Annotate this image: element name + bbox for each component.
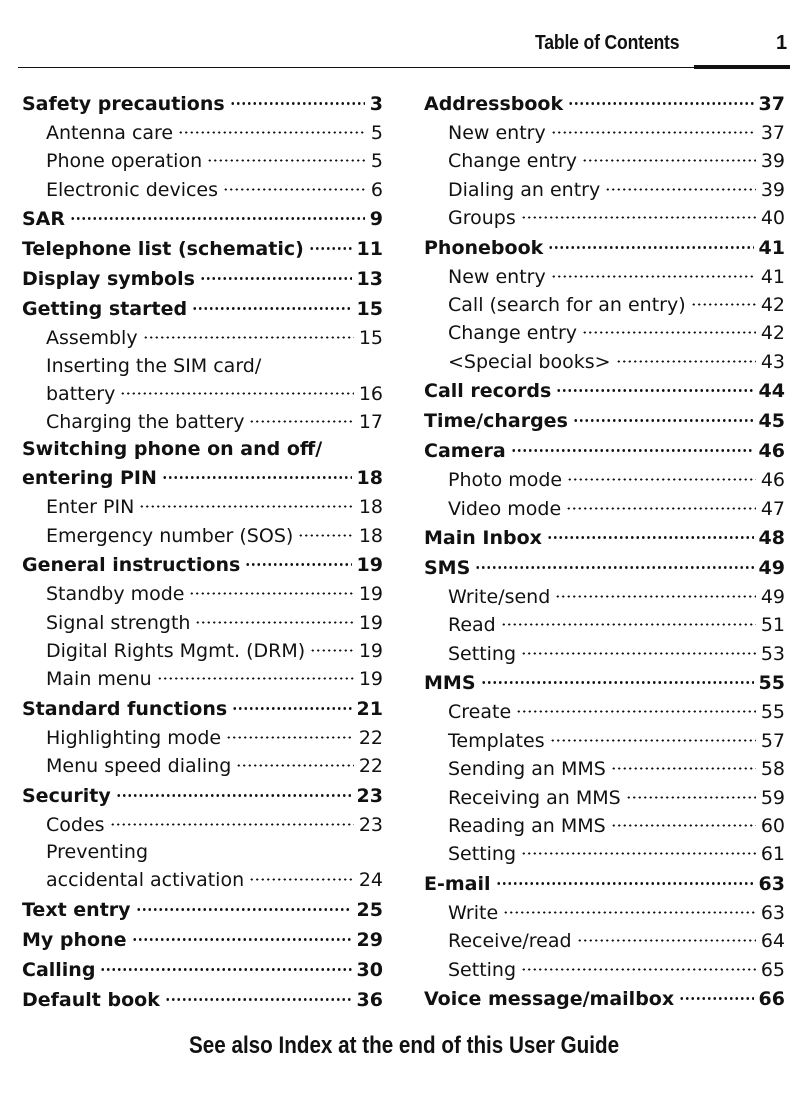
toc-chapter[interactable] [424,668,785,698]
toc-section[interactable] [22,724,383,752]
toc-entry-label: Time/charges [424,410,568,433]
toc-entry-label: Calling [22,958,96,981]
toc-entry-label: New entry [448,265,546,288]
toc-entry-label: Assembly [46,327,138,350]
dot-leader [143,324,354,344]
toc-page-number: 51 [760,614,785,637]
toc-entry-label: Reading an MMS [448,814,606,837]
toc-entry-prefix: Inserting the SIM card/ [46,354,262,377]
toc-entry-label: Setting [448,958,517,981]
toc-page-number: 17 [358,411,383,434]
dot-leader [582,147,756,167]
toc-section[interactable] [424,119,785,147]
toc-section[interactable] [424,583,785,611]
toc-chapter[interactable] [22,234,383,264]
toc-entry-label: SAR [22,208,66,231]
dot-leader [116,782,352,802]
toc-page-number: 55 [758,672,785,695]
toc-entry-label: Templates [448,729,545,752]
toc-page-number: 57 [760,729,785,752]
toc-page-number: 15 [358,327,383,350]
toc-page-number: 46 [758,440,785,463]
dot-leader [521,956,756,976]
dot-leader [310,637,354,657]
toc-page-number: 55 [760,701,785,724]
toc-entry-label: Standby mode [46,583,185,606]
toc-entry-label: Emergency number (SOS) [46,524,294,547]
toc-section[interactable] [22,176,383,204]
toc-chapter[interactable] [424,89,785,119]
dot-leader [139,493,354,513]
toc-page-number: 65 [760,958,785,981]
toc-entry-label: Safety precautions [22,93,225,115]
dot-leader [236,752,354,772]
toc-entry-label: New entry [448,122,546,144]
toc-section[interactable] [22,408,383,436]
toc-chapter[interactable] [22,985,383,1015]
toc-page-number: 41 [760,265,785,288]
toc-chapter[interactable] [22,781,383,811]
toc-entry-label: Phonebook [424,236,544,259]
toc-entry-label: Photo mode [448,469,563,492]
toc-page-number: 11 [356,238,383,261]
toc-page-number: 37 [760,122,785,144]
toc-section[interactable] [424,348,785,376]
dot-leader [567,466,756,486]
toc-entry-prefix: Switching phone on and off/ [22,438,323,461]
toc-chapter[interactable] [22,694,383,724]
dot-leader [611,812,756,832]
toc-page-number: 3 [369,93,383,115]
toc-entry-label: Codes [46,813,105,836]
toc-section[interactable] [22,147,383,175]
toc-entry-label: Getting started [22,298,188,321]
header-title: Table of Contents [535,32,680,54]
toc-page-number: 5 [370,122,383,144]
dot-leader [626,784,756,804]
toc-page-number: 22 [358,755,383,778]
toc-section[interactable] [424,176,785,204]
toc-entry-label: Addressbook [424,93,564,115]
dot-leader [611,755,756,775]
dot-leader [165,986,352,1006]
toc-section[interactable] [424,466,785,494]
toc-page-number: 64 [760,930,785,953]
toc-section[interactable] [424,755,785,783]
toc-page-number: 18 [356,467,383,490]
toc-page-number: 36 [356,988,383,1011]
dot-leader [223,176,366,196]
toc-left-column [22,89,383,1015]
toc-page-number: 24 [358,869,383,892]
dot-leader [162,464,352,484]
toc-entry-label: Main Inbox [424,527,542,550]
toc-page-number: 37 [758,93,785,115]
toc-section[interactable] [22,119,383,147]
toc-page-number: 29 [356,928,383,951]
dot-leader [577,927,756,947]
dot-leader [189,580,353,600]
dot-leader [249,408,353,428]
toc-page-number: 58 [760,758,785,781]
dot-leader [616,348,756,368]
dot-leader [551,119,756,139]
toc-page-number: 18 [358,524,383,547]
toc-chapter[interactable] [424,376,785,406]
toc-entry-label: Highlighting mode [46,726,222,749]
toc-section[interactable] [424,698,785,726]
dot-leader [496,870,754,890]
dot-leader [200,265,352,285]
toc-entry-prefix: Preventing [46,841,149,864]
toc-entry-label: Electronic devices [46,178,219,201]
toc-page-number: 63 [760,901,785,924]
toc-right-column [424,89,785,1014]
toc-entry-label: Video mode [448,497,562,520]
dot-leader [110,811,354,831]
toc-chapter[interactable] [22,204,383,234]
dot-leader [70,205,365,225]
toc-entry-label: Digital Rights Mgmt. (DRM) [46,640,306,663]
dot-leader [207,147,366,167]
toc-entry-label: Display symbols [22,268,195,291]
toc-page-number: 19 [358,611,383,634]
toc-page-number: 19 [358,640,383,663]
dot-leader [249,866,354,886]
toc-section[interactable] [424,204,785,232]
toc-page-number: 19 [356,554,383,577]
toc-entry-label: accidental activation [46,869,245,892]
toc-entry-label: <Special books> [448,350,611,373]
dot-leader [582,319,756,339]
toc-entry-label: Sending an MMS [448,758,606,781]
toc-entry-label: Write/send [448,586,551,609]
dot-leader [157,665,354,685]
toc-entry-label: battery [46,382,116,405]
dot-leader [679,985,753,1005]
toc-page-number: 22 [358,726,383,749]
toc-page-number: 53 [760,642,785,665]
toc-chapter[interactable] [22,925,383,955]
dot-leader [226,724,354,744]
toc-entry-label: Phone operation [46,150,203,173]
toc-entry-label: SMS [424,557,471,580]
toc-page-number: 25 [356,898,383,921]
dot-leader [475,554,753,574]
toc-section[interactable] [424,640,785,668]
toc-entry-label: Setting [448,843,517,866]
dot-leader [232,695,351,715]
dot-leader [511,437,754,457]
dot-leader [568,90,753,110]
toc-section[interactable] [424,784,785,812]
toc-entry-label: Charging the battery [46,411,245,434]
toc-entry-label: Call records [424,380,552,403]
dot-leader [516,698,756,718]
dot-leader [547,524,754,544]
toc-page-number: 61 [760,843,785,866]
toc-entry-label: Write [448,901,499,924]
toc-section[interactable] [22,609,383,637]
dot-leader [195,609,353,629]
dot-leader [521,204,756,224]
toc-section[interactable] [424,611,785,639]
toc-entry-label: Antenna care [46,122,174,144]
toc-page-number: 42 [760,294,785,317]
toc-entry-label: E-mail [424,872,491,895]
toc-page-number: 44 [758,380,785,403]
toc-chapter[interactable] [424,406,785,436]
toc-page-number: 16 [358,382,383,405]
toc-entry-label: Voice message/mailbox [424,987,675,1010]
toc-entry-label: Camera [424,440,506,463]
toc-entry-label: entering PIN [22,467,157,490]
toc-chapter[interactable] [22,294,383,324]
toc-entry-label: Text entry [22,898,131,921]
page-header [0,0,808,72]
toc-section[interactable] [22,324,383,352]
dot-leader [501,611,756,631]
footer-note [0,1032,808,1060]
toc-entry-label: Dialing an entry [448,178,601,201]
header-rule [18,67,790,68]
toc-entry-label: Security [22,784,111,807]
toc-section[interactable] [424,727,785,755]
toc-page-number: 39 [760,178,785,201]
header-rule-accent [694,65,790,69]
dot-leader [548,234,753,254]
toc-chapter[interactable] [424,984,785,1014]
toc-section[interactable] [424,319,785,347]
toc-section[interactable] [424,840,785,868]
dot-leader [309,235,352,255]
toc-section[interactable] [424,147,785,175]
toc-page-number: 63 [758,872,785,895]
toc-entry-label: Standard functions [22,697,228,720]
toc-section[interactable] [424,291,785,319]
dot-leader [691,291,756,311]
footer-note-text: See also Index at the end of this User Guide [188,1032,620,1059]
dot-leader [551,263,756,283]
toc-page-number: 43 [760,350,785,373]
dot-leader [230,90,365,110]
toc-page-number: 19 [358,668,383,691]
toc-chapter[interactable] [22,955,383,985]
toc-chapter[interactable] [424,436,785,466]
dot-leader [573,407,754,427]
toc-section[interactable] [424,927,785,955]
toc-page-number: 9 [369,208,383,231]
dot-leader [100,956,351,976]
toc-page-number: 47 [760,497,785,520]
dot-leader [132,926,352,946]
toc-entry-label: MMS [424,672,476,695]
toc-entry-label: Groups [448,207,516,230]
toc-page-number: 49 [760,586,785,609]
toc-section[interactable] [22,866,383,894]
toc-entry-label: Telephone list (schematic) [22,238,304,261]
toc-section[interactable] [22,380,383,408]
toc-page-number: 45 [758,410,785,433]
toc-section[interactable] [22,811,383,839]
dot-leader [245,551,351,571]
toc-page-number: 59 [760,786,785,809]
toc-section[interactable] [424,899,785,927]
dot-leader [521,640,756,660]
dot-leader [521,840,756,860]
toc-page-number: 5 [370,150,383,173]
toc-page-number: 15 [356,298,383,321]
toc-section[interactable] [424,263,785,291]
toc-page-number: 21 [356,697,383,720]
toc-section[interactable] [22,752,383,780]
toc-page-number: 48 [758,527,785,550]
dot-leader [120,380,353,400]
dot-leader [481,669,754,689]
toc-chapter[interactable] [424,869,785,899]
toc-entry-label: Signal strength [46,611,191,634]
toc-section[interactable] [424,495,785,523]
dot-leader [555,583,756,603]
toc-entry-label: Create [448,701,512,724]
toc-page-number: 18 [358,496,383,519]
toc-chapter[interactable] [22,89,383,119]
toc-entry-label: Receive/read [448,930,572,953]
dot-leader [503,899,756,919]
dot-leader [298,522,354,542]
toc-entry-label: Change entry [448,150,578,173]
toc-page-number: 60 [760,814,785,837]
toc-entry-label: Receiving an MMS [448,786,621,809]
toc-entry-label: Default book [22,988,160,1011]
toc-chapter[interactable] [22,463,383,493]
dot-leader [192,295,351,315]
toc-page-number: 23 [356,784,383,807]
toc-page-number: 42 [760,322,785,345]
toc-page-number: 19 [358,583,383,606]
dot-leader [178,119,366,139]
toc-page-number: 30 [356,958,383,981]
toc-page-number: 39 [760,150,785,173]
toc-entry-label: Menu speed dialing [46,755,232,778]
toc-entry-label: Main menu [46,668,152,691]
toc-section[interactable] [424,812,785,840]
toc-entry-label: My phone [22,928,127,951]
dot-leader [556,377,753,397]
dot-leader [550,727,756,747]
toc-section[interactable] [22,580,383,608]
toc-entry-label: Call (search for an entry) [448,294,686,317]
toc-page-number: 49 [758,557,785,580]
toc-section[interactable] [22,493,383,521]
dot-leader [566,495,756,515]
toc-chapter[interactable] [424,523,785,553]
dot-leader [605,176,756,196]
toc-chapter[interactable] [22,895,383,925]
toc-page-number: 41 [758,236,785,259]
toc-page-number: 13 [356,268,383,291]
toc-chapter[interactable] [424,553,785,583]
toc-chapter[interactable] [22,264,383,294]
toc-page-number: 23 [358,813,383,836]
toc-entry-label: Enter PIN [46,496,135,519]
toc-section[interactable] [22,522,383,550]
toc-section[interactable] [22,637,383,665]
toc-entry-label: Setting [448,642,517,665]
toc-entry-label: General instructions [22,554,241,577]
toc-chapter[interactable] [424,233,785,263]
toc-entry-label: Change entry [448,322,578,345]
toc-entry-label: Read [448,614,496,637]
dot-leader [136,896,352,916]
toc-chapter[interactable] [22,550,383,580]
toc-section[interactable] [22,665,383,693]
toc-page-number: 40 [760,207,785,230]
toc-section[interactable] [424,956,785,984]
header-page-number: 1 [776,32,788,54]
toc-page-number: 6 [370,178,383,201]
toc-page-number: 66 [758,987,785,1010]
toc-page-number: 46 [760,469,785,492]
